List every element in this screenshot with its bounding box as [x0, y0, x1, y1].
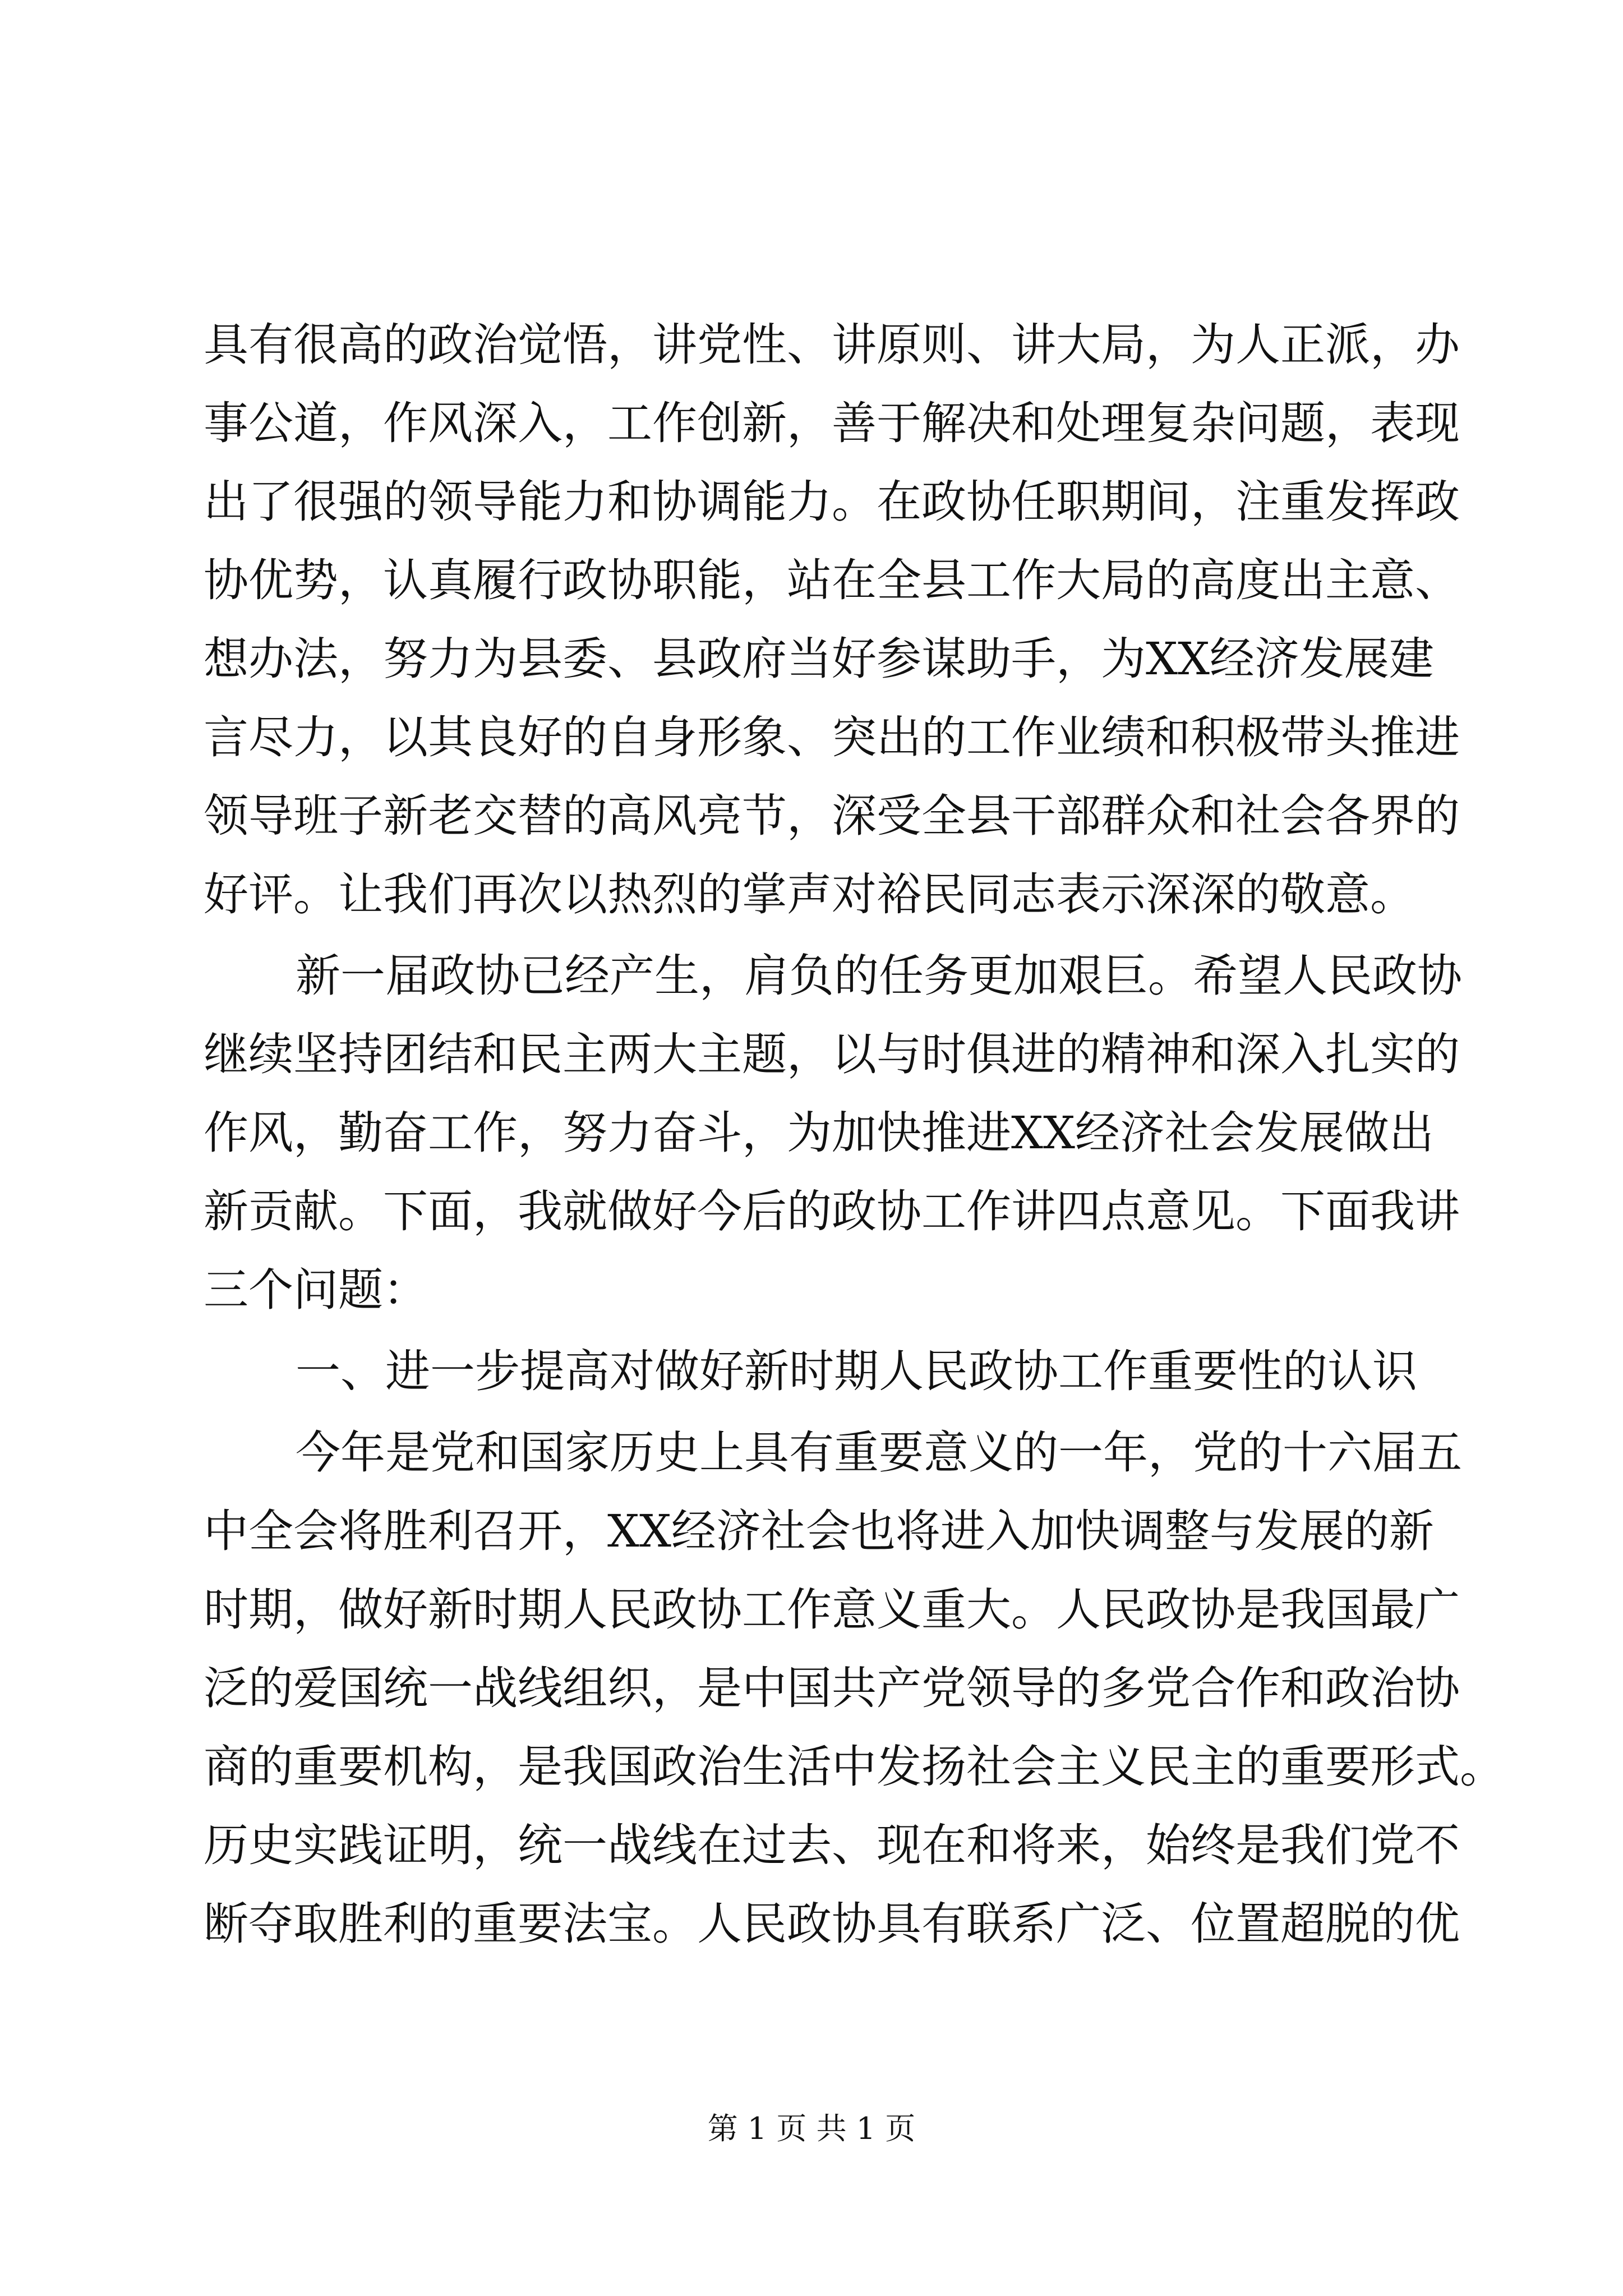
- text-line: [0, 777, 1623, 855]
- line-text: 继续坚持团结和民主两大主题，以与时俱进的精神和深入扎实的: [204, 1028, 1460, 1080]
- text-line: [0, 855, 1623, 934]
- line-text: 时期，做好新时期人民政协工作意义重大。人民政协是我国最广: [204, 1584, 1460, 1636]
- text-line: [0, 1094, 1623, 1172]
- text-line: [0, 541, 1623, 620]
- line-text: 协优势，认真履行政协职能，站在全县工作大局的高度出主意、: [204, 554, 1460, 606]
- text-line: [0, 1571, 1623, 1649]
- line-text: 商的重要机构，是我国政治生活中发扬社会主义民主的重要形式。: [204, 1741, 1505, 1793]
- text-line: [0, 937, 1623, 1015]
- line-text: 想办法，努力为县委、县政府当好参谋助手，为XX经济发展建: [204, 633, 1434, 685]
- line-text: 中全会将胜利召开，XX经济社会也将进入加快调整与发展的新: [204, 1505, 1434, 1557]
- text-line: [0, 698, 1623, 777]
- text-line: [0, 1728, 1623, 1806]
- line-text: 三个问题：: [204, 1264, 428, 1316]
- line-text: 断夺取胜利的重要法宝。人民政协具有联系广泛、位置超脱的优: [204, 1898, 1460, 1950]
- line-text: 泛的爱国统一战线组织，是中国共产党领导的多党合作和政治协: [204, 1662, 1460, 1714]
- text-line: [0, 384, 1623, 463]
- text-line: [0, 620, 1623, 698]
- text-line: [0, 1172, 1623, 1251]
- text-line: [0, 1885, 1623, 1963]
- text-line: [0, 1492, 1623, 1571]
- line-text: 事公道，作风深入，工作创新，善于解决和处理复杂问题，表现: [204, 397, 1460, 449]
- heading-text: 一、进一步提高对做好新时期人民政协工作重要性的认识: [296, 1345, 1417, 1397]
- section-heading: [0, 1332, 1623, 1411]
- text-line: [0, 463, 1623, 541]
- line-text: 出了很强的领导能力和协调能力。在政协任职期间，注重发挥政: [204, 476, 1460, 528]
- line-text: 新贡献。下面，我就做好今后的政协工作讲四点意见。下面我讲: [204, 1185, 1460, 1237]
- line-text: 好评。让我们再次以热烈的掌声对裕民同志表示深深的敬意。: [204, 868, 1415, 921]
- text-line: [0, 1806, 1623, 1885]
- text-line: [0, 1015, 1623, 1094]
- line-text: 领导班子新老交替的高风亮节，深受全县干部群众和社会各界的: [204, 790, 1460, 842]
- text-line: [0, 1251, 1623, 1329]
- line-text: 具有很高的政治觉悟，讲党性、讲原则、讲大局，为人正派，办: [204, 319, 1460, 371]
- line-text: 历史实践证明，统一战线在过去、现在和将来，始终是我们党不: [204, 1819, 1460, 1871]
- line-text: 言尽力，以其良好的自身形象、突出的工作业绩和积极带头推进: [204, 711, 1460, 763]
- line-text: 作风，勤奋工作，努力奋斗，为加快推进XX经济社会发展做出: [204, 1107, 1434, 1159]
- page-footer: 第 1 页 共 1 页: [707, 2111, 916, 2146]
- text-line: [0, 1649, 1623, 1728]
- text-line: [0, 1414, 1623, 1492]
- text-line: [0, 306, 1623, 384]
- line-text: 新一届政协已经产生，肩负的任务更加艰巨。希望人民政协: [296, 950, 1462, 1002]
- line-text: 今年是党和国家历史上具有重要意义的一年，党的十六届五: [296, 1427, 1462, 1479]
